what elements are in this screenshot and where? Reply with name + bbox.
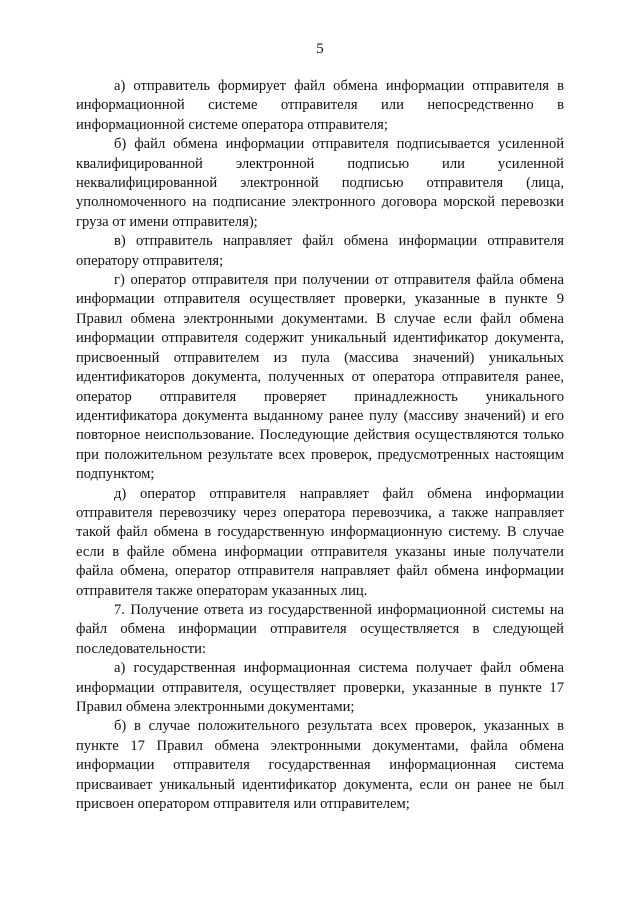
document-body xyxy=(76,77,564,814)
paragraph-6v: в) отправитель направляет файл обмена информации отправителя оператору отправителя; xyxy=(76,233,564,269)
paragraph-7: 7. Получение ответа из государственной информационной системы на файл обмена информации отправителя осуществляется в следующей последовательности: xyxy=(76,601,564,657)
paragraph-6g: г) оператор отправителя при получении от отправителя файла обмена информации отправителя осуществляет проверки, указанные в пункте 9 Правил обмена электронными документами. В случае если файл обмена информации отправителя содержит уникальный идентификатор документа, присвоенный отправителем из пула (массива значений) уникальных идентификаторов документа, полученных от оператора отправителя ранее, оператор отправителя проверяет принадлежность уникального идентификатора документа выданному ранее пулу (массиву значений) и его повторное неиспользование. Последующие действия осуществляются только при положительном результате всех проверок, предусмотренных настоящим подпунктом; xyxy=(76,272,564,483)
paragraph-6b: б) файл обмена информации отправителя подписывается усиленной квалифицированной электронной подписью или усиленной неквалифицированной электронной подписью отправителя (лица, уполномоченного на подписание электронного договора морской перевозки груза от имени отправителя); xyxy=(76,136,564,230)
paragraph-6d: д) оператор отправителя направляет файл обмена информации отправителя перевозчику через оператора перевозчика, а также направляет такой файл обмена в государственную информационную систему. В случае если в файле обмена информации отправителя указаны иные получатели файла обмена, оператор отправителя направляет файл обмена информации отправителя также операторам указанных лиц. xyxy=(76,485,564,599)
page-number: 5 xyxy=(316,41,324,57)
paragraph-7b: б) в случае положительного результата всех проверок, указанных в пункте 17 Правил обмена электронными документами, файла обмена информации отправителя государственная информационная система присваивает уникальный идентификатор документа, если он ранее не был присвоен оператором отправителя или отправителем; xyxy=(76,718,564,813)
paragraph-6a: а) отправитель формирует файл обмена информации отправителя в информационной системе отправителя или непосредственно в информационной системе оператора отправителя; xyxy=(76,78,564,133)
paragraph-7a: а) государственная информационная система получает файл обмена информации отправителя, осуществляет проверки, указанные в пункте 17 Правил обмена электронными документами; xyxy=(76,660,564,715)
